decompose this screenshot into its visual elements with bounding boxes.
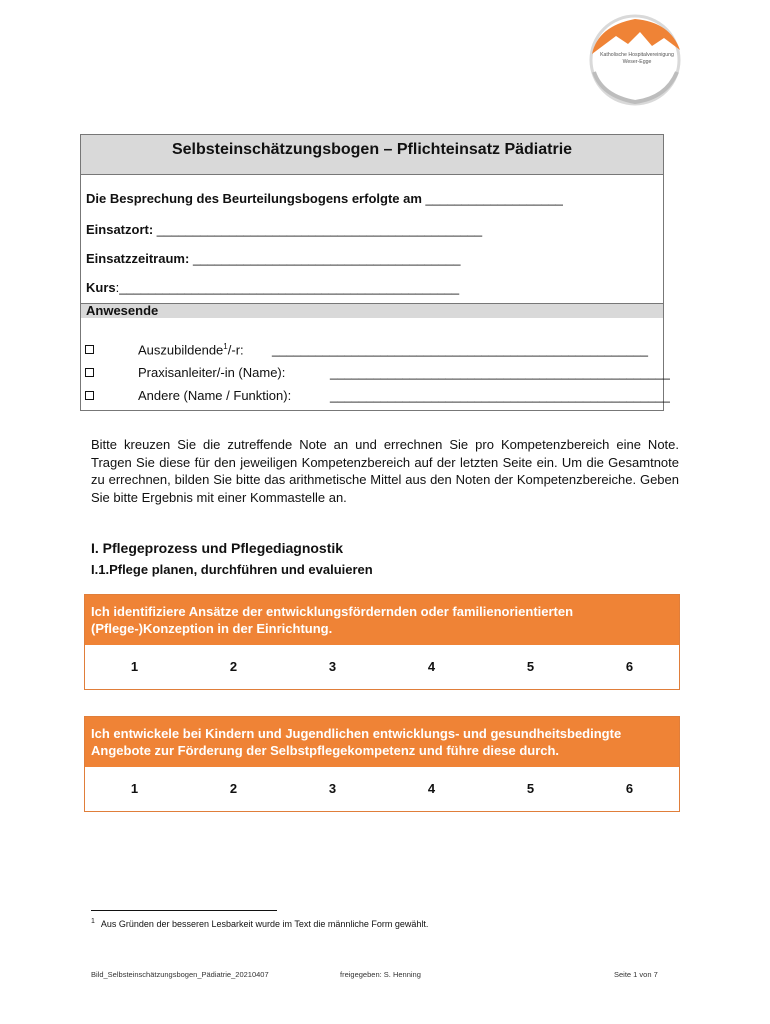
attendee-row-andere	[81, 388, 670, 408]
besprechung-blank[interactable]: ___________________	[425, 191, 563, 206]
question-block-1	[84, 594, 680, 690]
kurs-blank[interactable]: :_______________________________________________	[115, 280, 460, 295]
rating-option-6[interactable]: 6	[625, 659, 634, 674]
andere-checkbox[interactable]	[85, 391, 94, 400]
rating-option-1[interactable]: 1	[130, 659, 139, 674]
header-box	[80, 134, 664, 317]
footer-filename: Bild_Selbsteinschätzungsbogen_Pädiatrie_20210407	[91, 970, 269, 979]
kurs-label: Kurs	[86, 280, 116, 295]
rating-option-5[interactable]: 5	[526, 659, 535, 674]
andere-blank[interactable]: _______________________________________________	[330, 388, 670, 403]
rating-option-1[interactable]: 1	[130, 781, 139, 796]
rating-option-4[interactable]: 4	[427, 781, 436, 796]
section-heading: I. Pflegeprozess und Pflegediagnostik	[91, 540, 344, 556]
auszubildende-blank[interactable]: ____________________________________________________	[272, 342, 648, 357]
rating-option-2[interactable]: 2	[229, 781, 238, 796]
question-text: Ich identifiziere Ansätze der entwicklungsfördernden oder familienorientierten (Pflege-)Konzeption in der Einrichtung.	[85, 595, 679, 645]
footnote-text: Aus Gründen der besseren Lesbarkeit wurde im Text die männliche Form gewählt.	[100, 919, 429, 929]
page-title: Selbsteinschätzungsbogen – Pflichteinsatz Pädiatrie	[81, 135, 663, 175]
einsatzzeitraum-blank[interactable]: _____________________________________	[192, 251, 461, 266]
subsection-heading: I.1.Pflege planen, durchführen und evaluieren	[91, 562, 373, 577]
footnote-ref: 1	[223, 342, 228, 351]
auszubildende-label: Auszubildende$^1$/-r:	[138, 342, 244, 358]
andere-label: Andere (Name / Funktion):	[138, 388, 292, 403]
anwesende-heading: Anwesende	[81, 303, 663, 318]
einsatzzeitraum-label: Einsatzzeitraum:	[86, 251, 190, 266]
einsatzzeitraum-field[interactable]	[86, 251, 460, 266]
footnote-divider	[91, 910, 277, 911]
rating-option-6[interactable]: 6	[625, 781, 634, 796]
rating-scale	[85, 767, 679, 811]
praxisanleiter-checkbox[interactable]	[85, 368, 94, 377]
rating-option-3[interactable]: 3	[328, 659, 337, 674]
rating-scale	[85, 645, 679, 689]
einsatzort-label: Einsatzort:	[86, 222, 154, 237]
einsatzort-blank[interactable]: _____________________________________________	[156, 222, 483, 237]
auszubildende-checkbox[interactable]	[85, 345, 94, 354]
instructions-paragraph: Bitte kreuzen Sie die zutreffende Note an und errechnen Sie pro Kompetenzbereich eine Note. Tragen Sie diese für den jeweiligen Kompetenzbereich auf der letzten Seite ein. Um die Gesamtnote zu errechnen, bilden Sie bitte das arithmetische Mittel aus den Noten der Kompetenzbereiche. Geben Sie bitte Ergebnis mit einer Kommastelle an.	[91, 437, 679, 505]
footer-approval: freigegeben: S. Henning	[340, 970, 421, 979]
rating-option-3[interactable]: 3	[328, 781, 337, 796]
footnote	[91, 918, 428, 929]
rating-option-4[interactable]: 4	[427, 659, 436, 674]
rating-option-5[interactable]: 5	[526, 781, 535, 796]
besprechung-label: Die Besprechung des Beurteilungsbogens erfolgte am	[86, 191, 422, 206]
attendees-box	[80, 317, 670, 411]
rating-option-2[interactable]: 2	[229, 659, 238, 674]
footer-page-number: Seite 1 von 7	[614, 970, 658, 979]
footnote-mark: 1	[91, 918, 95, 925]
logo-text: Katholische Hospitalvereinigung Weser-Egge	[600, 52, 674, 65]
kurs-field[interactable]	[86, 280, 459, 295]
besprechung-field[interactable]	[86, 191, 563, 206]
attendee-row-praxisanleiter	[81, 365, 670, 385]
einsatzort-field[interactable]	[86, 222, 482, 237]
question-block-2	[84, 716, 680, 812]
praxisanleiter-blank[interactable]: _______________________________________________	[330, 365, 670, 380]
praxisanleiter-label: Praxisanleiter/-in (Name):	[138, 365, 286, 380]
attendee-row-auszubildende	[81, 342, 663, 362]
question-text: Ich entwickele bei Kindern und Jugendlichen entwicklungs- und gesundheitsbedingte Angebote zur Förderung der Selbstpflegekompetenz und führe diese durch.	[85, 717, 679, 767]
